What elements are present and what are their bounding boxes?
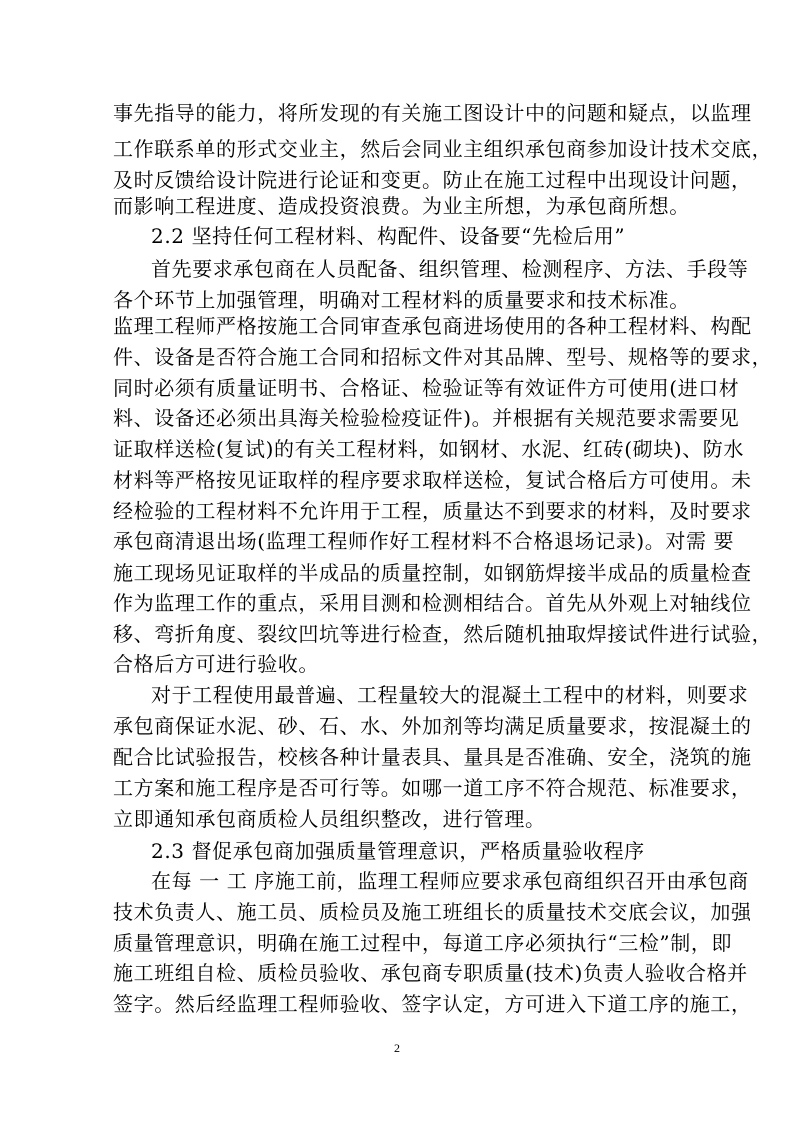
body-text-line: 各个环节上加强管理，明确对工程材料的质量要求和技术标准。: [113, 288, 690, 312]
body-text-line: 签字。然后经监理工程师验收、签字认定，方可进入下道工序的施工，: [113, 992, 752, 1016]
body-text-line: 施工现场见证取样的半成品的质量控制，如钢筋焊接半成品的质量检查: [113, 561, 752, 585]
section-heading-2-2: 2.2 坚持任何工程材料、构配件、设备要“先检后用”: [151, 224, 626, 248]
body-text-line: 件、设备是否符合施工合同和招标文件对其品牌、型号、规格等的要求，: [113, 345, 773, 369]
body-text-line: 承包商保证水泥、砂、石、水、外加剂等均满足质量要求，按混凝土的: [113, 714, 752, 738]
body-text-line: 材料等严格按见证取样的程序要求取样送检，复试合格后方可使用。未: [113, 468, 752, 492]
body-text-line: 工方案和施工程序是否可行等。如哪一道工序不符合规范、标准要求，: [113, 776, 752, 800]
body-text-line: 工作联系单的形式交业主，然后会同业主组织承包商参加设计技术交底，: [113, 137, 773, 161]
page-number: 2: [394, 1041, 400, 1055]
body-text-line: 监理工程师严格按施工合同审查承包商进场使用的各种工程材料、构配: [113, 314, 752, 338]
section-heading-2-3: 2.3 督促承包商加强质量管理意识，严格质量验收程序: [151, 839, 645, 863]
body-text-line: 同时必须有质量证明书、合格证、检验证等有效证件方可使用(进口材: [113, 376, 740, 400]
body-text-line: 在每 一 工 序施工前，监理工程师应要求承包商组织召开由承包商: [151, 869, 749, 893]
body-text-line: 经检验的工程材料不允许用于工程，质量达不到要求的材料，及时要求: [113, 499, 752, 523]
body-text-line: 首先要求承包商在人员配备、组织管理、检测程序、方法、手段等: [151, 257, 749, 281]
body-text-line: 事先指导的能力，将所发现的有关施工图设计中的问题和疑点，以监理: [113, 101, 752, 125]
body-text-line: 而影响工程进度、造成投资浪费。为业主所想，为承包商所想。: [113, 194, 690, 218]
body-text-line: 对于工程使用最普遍、工程量较大的混凝土工程中的材料，则要求: [151, 683, 749, 707]
body-text-line: 合格后方可进行验收。: [113, 652, 319, 676]
body-text-line: 作为监理工作的重点，采用目测和检测相结合。首先从外观上对轴线位: [113, 591, 752, 615]
body-text-line: 技术负责人、施工员、质检员及施工班组长的质量技术交底会议，加强: [113, 900, 752, 924]
body-text-line: 承包商清退出场(监理工程师作好工程材料不合格退场记录)。对需 要: [113, 529, 735, 553]
body-text-line: 配合比试验报告，校核各种计量表具、量具是否准确、安全，浇筑的施: [113, 745, 752, 769]
body-text-line: 施工班组自检、质检员验收、承包商专职质量(技术)负责人验收合格并: [113, 961, 748, 985]
body-text-line: 证取样送检(复试)的有关工程材料，如钢材、水泥、红砖(砌块)、防水: [113, 437, 745, 461]
body-text-line: 移、弯折角度、裂纹凹坑等进行检查，然后随机抽取焊接试件进行试验，: [113, 622, 773, 646]
body-text-line: 料、设备还必须出具海关检验检疫证件)。并根据有关规范要求需要见: [113, 406, 740, 430]
body-text-line: 及时反馈给设计院进行论证和变更。防止在施工过程中出现设计问题，: [113, 168, 752, 192]
body-text-line: 质量管理意识，明确在施工过程中，每道工序必须执行“三检”制，即: [113, 931, 733, 955]
body-text-line: 立即通知承包商质检人员组织整改，进行管理。: [113, 807, 546, 831]
